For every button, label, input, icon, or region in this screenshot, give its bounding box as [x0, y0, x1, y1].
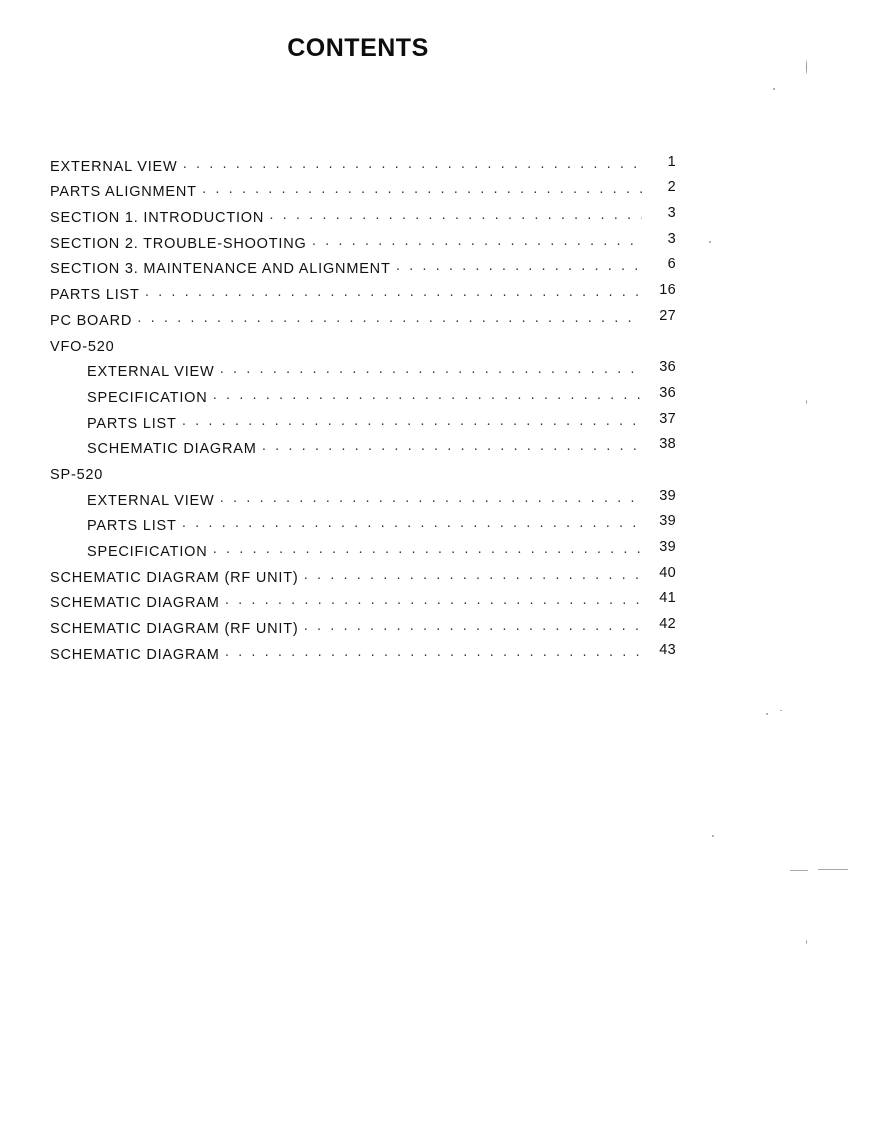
- toc-entry-page: 41: [659, 590, 676, 607]
- dot-leader: [212, 387, 642, 405]
- toc-entry-page: 1: [667, 153, 676, 170]
- toc-entry-label: EXTERNAL VIEW: [50, 363, 219, 381]
- dot-leader: [303, 618, 643, 636]
- toc-entry-page: 38: [659, 436, 676, 453]
- toc-entry-section-3[interactable]: [50, 253, 676, 279]
- toc-entry-label: SECTION 3. MAINTENANCE AND ALIGNMENT: [50, 260, 395, 278]
- toc-entry-pc-board[interactable]: [50, 304, 676, 330]
- toc-entry-vfo-parts-list[interactable]: [50, 407, 676, 433]
- toc-entry-section-1[interactable]: [50, 201, 676, 227]
- scan-artifact: [766, 713, 768, 715]
- toc-entry-label: PARTS LIST: [50, 517, 181, 535]
- table-of-contents: [50, 150, 676, 664]
- toc-entry-label: EXTERNAL VIEW: [50, 492, 219, 510]
- dot-leader: [219, 490, 643, 508]
- dot-leader: [182, 156, 643, 174]
- page-title: CONTENTS: [287, 34, 429, 62]
- dot-leader: [224, 592, 642, 610]
- toc-entry-schematic-rf-unit-2[interactable]: [50, 612, 676, 638]
- toc-group-heading: VFO-520: [50, 338, 115, 355]
- toc-entry-label: SCHEMATIC DIAGRAM (RF UNIT): [50, 620, 303, 638]
- toc-entry-parts-list[interactable]: [50, 278, 676, 304]
- toc-entry-page: 39: [659, 513, 676, 530]
- scan-artifact: [712, 835, 714, 837]
- dot-leader: [224, 644, 642, 662]
- scan-artifact: [806, 60, 807, 74]
- toc-entry-parts-alignment[interactable]: [50, 176, 676, 202]
- toc-entry-page: 27: [659, 307, 676, 324]
- toc-entry-sp-external-view[interactable]: [50, 484, 676, 510]
- toc-group-vfo-520: [50, 330, 676, 356]
- toc-entry-vfo-specification[interactable]: [50, 381, 676, 407]
- toc-entry-page: 36: [659, 384, 676, 401]
- toc-entry-page: 2: [667, 179, 676, 196]
- toc-entry-vfo-schematic-diagram[interactable]: [50, 433, 676, 459]
- toc-entry-label: PARTS LIST: [50, 415, 181, 433]
- toc-entry-label: SCHEMATIC DIAGRAM (RF UNIT): [50, 569, 303, 587]
- toc-entry-label: SPECIFICATION: [50, 543, 212, 561]
- toc-entry-external-view[interactable]: [50, 150, 676, 176]
- toc-entry-label: PARTS LIST: [50, 286, 144, 304]
- toc-entry-schematic-diagram-1[interactable]: [50, 587, 676, 613]
- dot-leader: [303, 567, 643, 585]
- toc-entry-label: PARTS ALIGNMENT: [50, 183, 201, 201]
- toc-entry-page: 39: [659, 487, 676, 504]
- toc-entry-page: 42: [659, 616, 676, 633]
- dot-leader: [261, 438, 642, 456]
- toc-entry-vfo-external-view[interactable]: [50, 356, 676, 382]
- toc-entry-page: 37: [659, 410, 676, 427]
- dot-leader: [311, 233, 642, 251]
- toc-entry-section-2[interactable]: [50, 227, 676, 253]
- dot-leader: [212, 541, 642, 559]
- toc-entry-schematic-diagram-2[interactable]: [50, 638, 676, 664]
- dot-leader: [395, 258, 642, 276]
- toc-group-sp-520: [50, 458, 676, 484]
- dot-leader: [268, 207, 642, 225]
- toc-entry-page: 43: [659, 641, 676, 658]
- dot-leader: [181, 413, 642, 431]
- toc-entry-label: SECTION 2. TROUBLE-SHOOTING: [50, 235, 311, 253]
- toc-entry-sp-specification[interactable]: [50, 535, 676, 561]
- dot-leader: [136, 310, 642, 328]
- toc-entry-label: PC BOARD: [50, 312, 136, 330]
- toc-entry-label: SCHEMATIC DIAGRAM: [50, 440, 261, 458]
- toc-entry-sp-parts-list[interactable]: [50, 510, 676, 536]
- dot-leader: [219, 361, 643, 379]
- toc-entry-page: 40: [659, 564, 676, 581]
- scan-artifact: [818, 869, 848, 870]
- toc-entry-page: 36: [659, 359, 676, 376]
- toc-entry-page: 3: [667, 205, 676, 222]
- scan-artifact: [806, 400, 807, 404]
- toc-entry-page: 3: [667, 230, 676, 247]
- toc-entry-label: SCHEMATIC DIAGRAM: [50, 646, 224, 664]
- toc-entry-label: SECTION 1. INTRODUCTION: [50, 209, 268, 227]
- scan-artifact: [806, 940, 807, 944]
- toc-entry-label: SCHEMATIC DIAGRAM: [50, 594, 224, 612]
- dot-leader: [144, 284, 642, 302]
- toc-entry-page: 6: [667, 256, 676, 273]
- scan-artifact: [780, 710, 782, 711]
- scan-artifact: [709, 241, 711, 243]
- toc-entry-page: 16: [659, 282, 676, 299]
- scan-artifact: [790, 870, 808, 871]
- toc-entry-page: 39: [659, 539, 676, 555]
- toc-group-heading: SP-520: [50, 466, 104, 483]
- scan-artifact: [773, 88, 775, 90]
- dot-leader: [181, 515, 642, 533]
- toc-entry-label: EXTERNAL VIEW: [50, 158, 182, 176]
- dot-leader: [201, 181, 642, 199]
- toc-entry-schematic-rf-unit-1[interactable]: [50, 561, 676, 587]
- toc-entry-label: SPECIFICATION: [50, 389, 212, 407]
